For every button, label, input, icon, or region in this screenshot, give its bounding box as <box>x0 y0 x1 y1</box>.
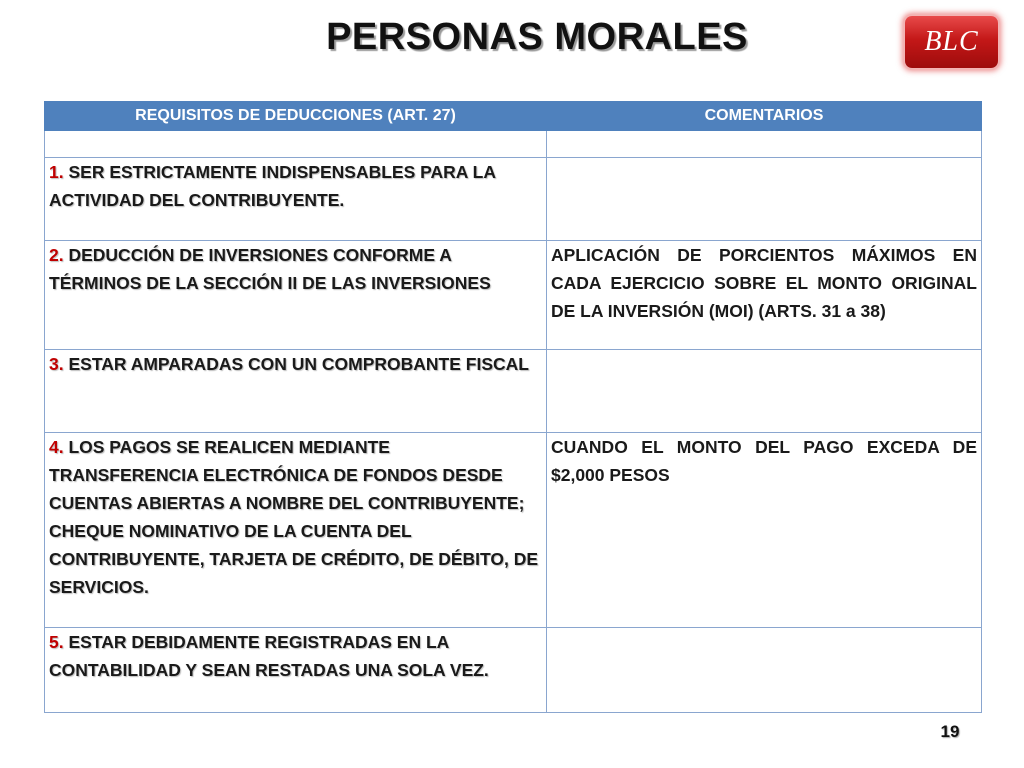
comment-cell: CUANDO EL MONTO DEL PAGO EXCEDA DE $2,000 PESOS <box>547 433 982 628</box>
comment-cell <box>547 350 982 433</box>
requirement-text: SER ESTRICTAMENTE INDISPENSABLES PARA LA ACTIVIDAD DEL CONTRIBUYENTE. <box>49 162 496 210</box>
requirement-text: DEDUCCIÓN DE INVERSIONES CONFORME A TÉRMINOS DE LA SECCIÓN II DE LAS INVERSIONES <box>49 245 491 293</box>
column-header-requirements: REQUISITOS DE DEDUCCIONES (ART. 27) <box>45 102 547 131</box>
comment-cell: APLICACIÓN DE PORCIENTOS MÁXIMOS EN CADA EJERCICIO SOBRE EL MONTO ORIGINAL DE LA INVERSIÓN (MOI) (ARTS. 31 a 38) <box>547 241 982 350</box>
requirement-cell <box>45 241 547 350</box>
requirement-number: 5. <box>49 632 64 652</box>
requirement-cell <box>45 433 547 628</box>
table-header-row <box>45 102 982 131</box>
table-row <box>45 241 982 350</box>
page-title: PERSONAS MORALES <box>326 16 748 58</box>
column-header-comments: COMENTARIOS <box>547 102 982 131</box>
spacer-cell <box>547 131 982 158</box>
deductions-table <box>44 101 982 713</box>
requirement-number: 3. <box>49 354 64 374</box>
requirement-text: ESTAR DEBIDAMENTE REGISTRADAS EN LA CONTABILIDAD Y SEAN RESTADAS UNA SOLA VEZ. <box>49 632 489 680</box>
blc-logo: BLC <box>905 16 998 68</box>
table-row <box>45 628 982 713</box>
requirement-cell <box>45 350 547 433</box>
requirement-text: LOS PAGOS SE REALICEN MEDIANTE TRANSFERENCIA ELECTRÓNICA DE FONDOS DESDE CUENTAS ABIERTAS A NOMBRE DEL CONTRIBUYENTE; CHEQUE NOMINATIVO DE LA CUENTA DEL CONTRIBUYENTE, TARJETA DE CRÉDITO, DE DÉBITO, DE SERVICIOS. <box>49 437 539 597</box>
spacer-cell <box>45 131 547 158</box>
requirement-number: 2. <box>49 245 64 265</box>
comment-cell <box>547 628 982 713</box>
requirement-text: ESTAR AMPARADAS CON UN COMPROBANTE FISCAL <box>63 354 529 374</box>
requirement-number: 4. <box>49 437 64 457</box>
requirement-cell <box>45 158 547 241</box>
comment-cell <box>547 158 982 241</box>
table-spacer-row <box>45 131 982 158</box>
table-row <box>45 350 982 433</box>
requirement-cell <box>45 628 547 713</box>
page-number: 19 <box>940 722 960 741</box>
requirement-number: 1. <box>49 162 64 182</box>
table-row <box>45 158 982 241</box>
table-row <box>45 433 982 628</box>
